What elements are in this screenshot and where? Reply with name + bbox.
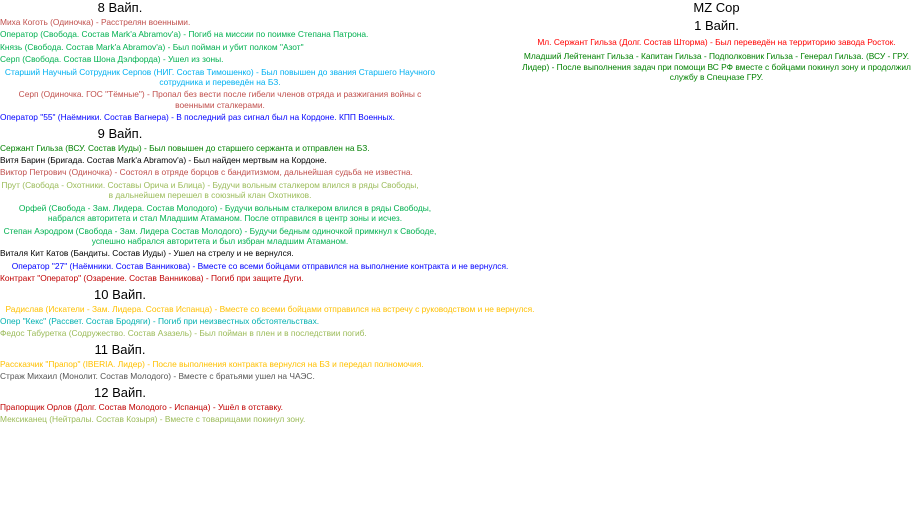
server-title: MZ Cop <box>693 0 740 15</box>
entry: Князь (Свобода. Состав Mark'a Abramov'a) - Был пойман и убит полком "Азот" <box>0 41 304 52</box>
entry: Прут (Свобода - Охотники. Составы Орича и Блица) - Будучи вольным сталкером влился в ряды Свободы, в дальнейшем перешел в союзный клан Охотников. <box>1 179 419 201</box>
entry: Опер "Кекс" (Рассвет. Состав Бродяги) - Погиб при неизвестных обстоятельствах. <box>0 315 320 326</box>
entry: Рассказчик "Прапор" (IBERIA. Лидер) - После выполнения контракта вернулся на БЗ и передал полномочия. <box>0 358 424 369</box>
wipe-11-header: 11 Вайп. <box>94 341 146 357</box>
entry: Виталя Кит Катов (Бандиты. Состав Иуды) - Ушел на стрелу и не вернулся. <box>0 248 294 259</box>
wipe-12-header: 12 Вайп. <box>94 384 146 400</box>
wipe-1-header: 1 Вайп. <box>694 18 739 33</box>
entry: Прапорщик Орлов (Долг. Состав Молодого - Испанца) - Ушёл в отставку. <box>0 401 283 412</box>
entry: Старший Научный Сотрудник Серпов (НИГ. Состав Тимошенко) - Был повышен до звания Старшего Научного сотрудника и переведён на БЗ. <box>4 66 436 88</box>
entry: Витя Барин (Бригада. Состав Mark'a Abramov'a) - Был найден мертвым на Кордоне. <box>0 155 327 166</box>
wipe-9-header: 9 Вайп. <box>97 125 143 141</box>
entry: Оператор "55" (Наёмники. Состав Вагнера) - В последний раз сигнал был на Кордоне. КПП Военных. <box>0 112 395 123</box>
entry: Серп (Одиночка. ГОС "Тёмные") - Пропал без вести после гибели членов отряда и разжигания войны с военными сталкерами. <box>18 89 422 110</box>
entry: Мл. Сержант Гильза (Долг. Состав Шторма) - Был переведён на территорию завода Росток. <box>537 37 896 47</box>
entry: Сержант Гильза (ВСУ. Состав Иуды) - Был повышен до старшего сержанта и отправлен на БЗ. <box>0 142 370 153</box>
entry: Страж Михаил (Монолит. Состав Молодого) - Вместе с братьями ушел на ЧАЭС. <box>0 371 315 382</box>
entry: Контракт "Оператор" (Озарение. Состав Ванникова) - Погиб при защите Дуги. <box>0 273 304 284</box>
entry: Мексиканец (Нейтралы. Состав Козыря) - Вместе с товарищами покинул зону. <box>0 413 306 424</box>
entry: Федос Табуретка (Содружество. Состав Азазель) - Был пойман в плен и в последствии погиб. <box>0 328 367 339</box>
right-column <box>512 0 921 84</box>
wipe-10-header: 10 Вайп. <box>94 286 146 302</box>
entry: Серп (Свобода. Состав Шона Дэлфорда) - Ушел из зоны. <box>0 54 224 65</box>
wipe-8-header: 8 Вайп. <box>97 0 143 15</box>
entry: Орфей (Свобода - Зам. Лидера. Состав Молодого) - Будучи вольным сталкером влился в ряды Свободы, набрался авторитета и стал Младшим Атаманом. После отправился в центр зоны и исчез. <box>18 202 432 224</box>
entry: Оператор (Свобода. Состав Mark'a Abramov'a) - Погиб на миссии по поимке Степана Патрона. <box>0 29 369 40</box>
entry: Миха Коготь (Одиночка) - Расстрелян военными. <box>0 17 191 27</box>
entry: Оператор "27" (Наёмники. Состав Ванникова) - Вместе со всеми бойцами отправился на выполнение контракта и не вернулся. <box>11 260 509 271</box>
entry: Виктор Петрович (Одиночка) - Состоял в отряде борцов с бандитизмом, дальнейшая судьба не известна. <box>0 167 413 178</box>
entry: Младший Лейтенант Гильза - Капитан Гильза - Подполковник Гильза - Генерал Гильза. (ВСУ - ГРУ. Лидер) - После выполнения задач при помощи ВС РФ вместе с бойцами покинул зону и продолжил службу в Спецназе ГРУ. <box>522 51 911 83</box>
entry: Радислав (Искатели - Зам. Лидера. Состав Испанца) - Вместе со всеми бойцами отправился на встречу с руководством и не вернулся. <box>5 303 535 314</box>
left-column <box>0 0 540 425</box>
entry: Степан Аэродром (Свобода - Зам. Лидера Состав Молодого) - Будучи бедным одиночкой примкнул к Свободе, успешно набрался авторитета и был избран младшим Атаманом. <box>3 225 437 246</box>
